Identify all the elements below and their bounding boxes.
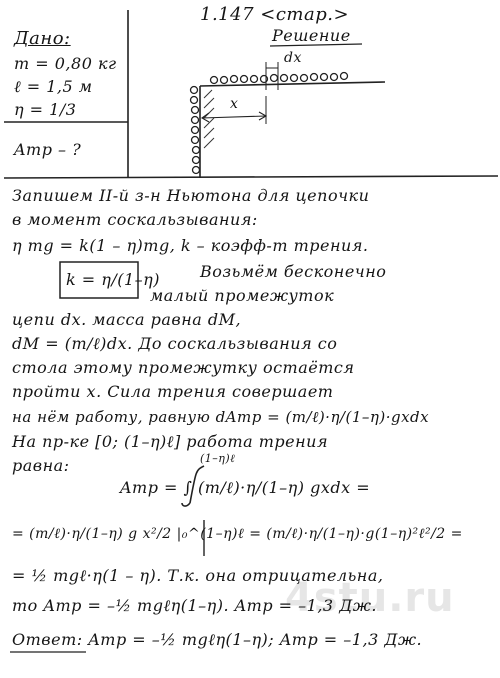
k-formula: k = η/(1–η) [66, 270, 160, 289]
chain-horizontal [211, 73, 348, 84]
solution-line-8: пройти x. Сила трения совершает [12, 382, 334, 401]
solution-line-3: η mg = k(1 – η)mg, k – коэфф-т трения. [12, 236, 369, 255]
solution-line-11: равна: [12, 456, 70, 475]
section-divider [4, 176, 498, 178]
table-top [200, 82, 385, 86]
x-dimension [202, 116, 266, 118]
integral-expression: Aтр = ∫ (m/ℓ)·η/(1–η) gxdx = [120, 478, 371, 497]
given-title: Дано: [14, 28, 71, 49]
solution-label: Решение [272, 26, 351, 45]
table-hatching [204, 90, 214, 148]
integral-upper-limit: (1–η)ℓ [200, 452, 236, 465]
solution-line-12: = (m/ℓ)·η/(1–η) g x²/2 |₀^(1–η)ℓ = (m/ℓ)·η/(1–η)·g(1–η)²ℓ²/2 = [12, 526, 463, 542]
find-work: Aтр – ? [14, 140, 82, 159]
solution-line-2: в момент соскальзывания: [12, 210, 258, 229]
solution-line-6: dM = (m/ℓ)dx. До соскальзывания со [12, 334, 338, 353]
solution-line-5: цепи dx. масса равна dM, [12, 310, 242, 329]
solution-line-1: Запишем II-й з-н Ньютона для цепочки [12, 186, 370, 205]
given-eta: η = 1/3 [14, 100, 77, 119]
chain-vertical [191, 87, 200, 174]
solution-line-14: то Aтр = –½ mgℓη(1–η). Aтр = –1,3 Дж. [12, 596, 377, 615]
given-mass: m = 0,80 кг [14, 54, 117, 73]
given-length: ℓ = 1,5 м [14, 77, 93, 96]
solution-line-4b: малый промежуток [150, 286, 335, 305]
solution-line-7: стола этому промежутку остаётся [12, 358, 355, 377]
dx-label: dx [284, 50, 302, 66]
solution-line-4a: Возьмём бесконечно [200, 262, 387, 281]
solution-line-13: = ½ mgℓ·η(1 – η). Т.к. она отрицательна, [12, 566, 384, 585]
solution-line-9: на нём работу, равную dAтр = (m/ℓ)·η/(1–η)·gxdx [12, 408, 430, 426]
solution-line-10: На пр-ке [0; (1–η)ℓ] работа трения [12, 432, 329, 451]
answer-line: Ответ: Aтр = –½ mgℓη(1–η); Aтр = –1,3 Дж. [12, 630, 423, 649]
problem-number: 1.147 <стар.> [200, 4, 350, 25]
x-label: x [230, 96, 239, 112]
watermark: 4stu.ru [285, 575, 455, 621]
